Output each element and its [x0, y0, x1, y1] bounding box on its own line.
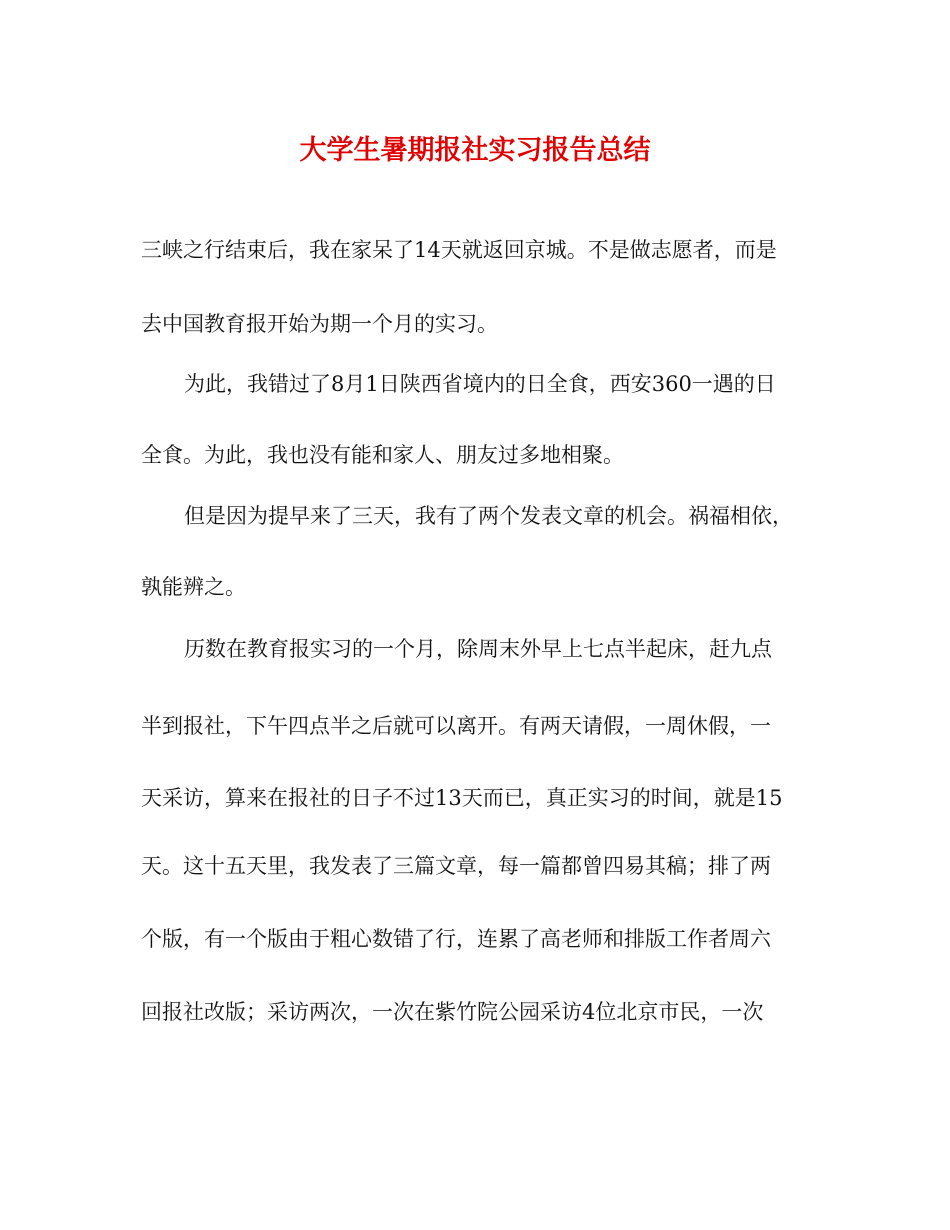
paragraph-line: 回报社改版；采访两次，一次在紫竹院公园采访4位北京市民，一次 — [141, 1000, 764, 1024]
paragraph-line: 孰能辨之。 — [141, 575, 246, 599]
paragraph-line: 三峡之行结束后，我在家呆了14天就返回京城。不是做志愿者，而是 — [141, 238, 777, 262]
paragraph-line: 天。这十五天里，我发表了三篇文章，每一篇都曾四易其稿；排了两 — [141, 854, 771, 878]
paragraph-line: 全食。为此，我也没有能和家人、朋友过多地相聚。 — [141, 443, 624, 467]
paragraph-line: 个版，有一个版由于粗心数错了行，连累了高老师和排版工作者周六 — [141, 927, 771, 951]
paragraph-line: 但是因为提早来了三天，我有了两个发表文章的机会。祸福相依， — [184, 504, 793, 528]
paragraph-line: 半到报社，下午四点半之后就可以离开。有两天请假，一周休假，一 — [141, 714, 771, 738]
paragraph-line: 历数在教育报实习的一个月，除周末外早上七点半起床，赶九点 — [184, 637, 772, 661]
paragraph-line: 天采访，算来在报社的日子不过13天而已，真正实习的时间，就是15 — [141, 786, 783, 810]
document-title: 大学生暑期报社实习报告总结 — [299, 135, 651, 166]
paragraph-line: 去中国教育报开始为期一个月的实习。 — [141, 312, 498, 336]
paragraph-line: 为此，我错过了8月1日陕西省境内的日全食，西安360一遇的日 — [184, 372, 776, 396]
